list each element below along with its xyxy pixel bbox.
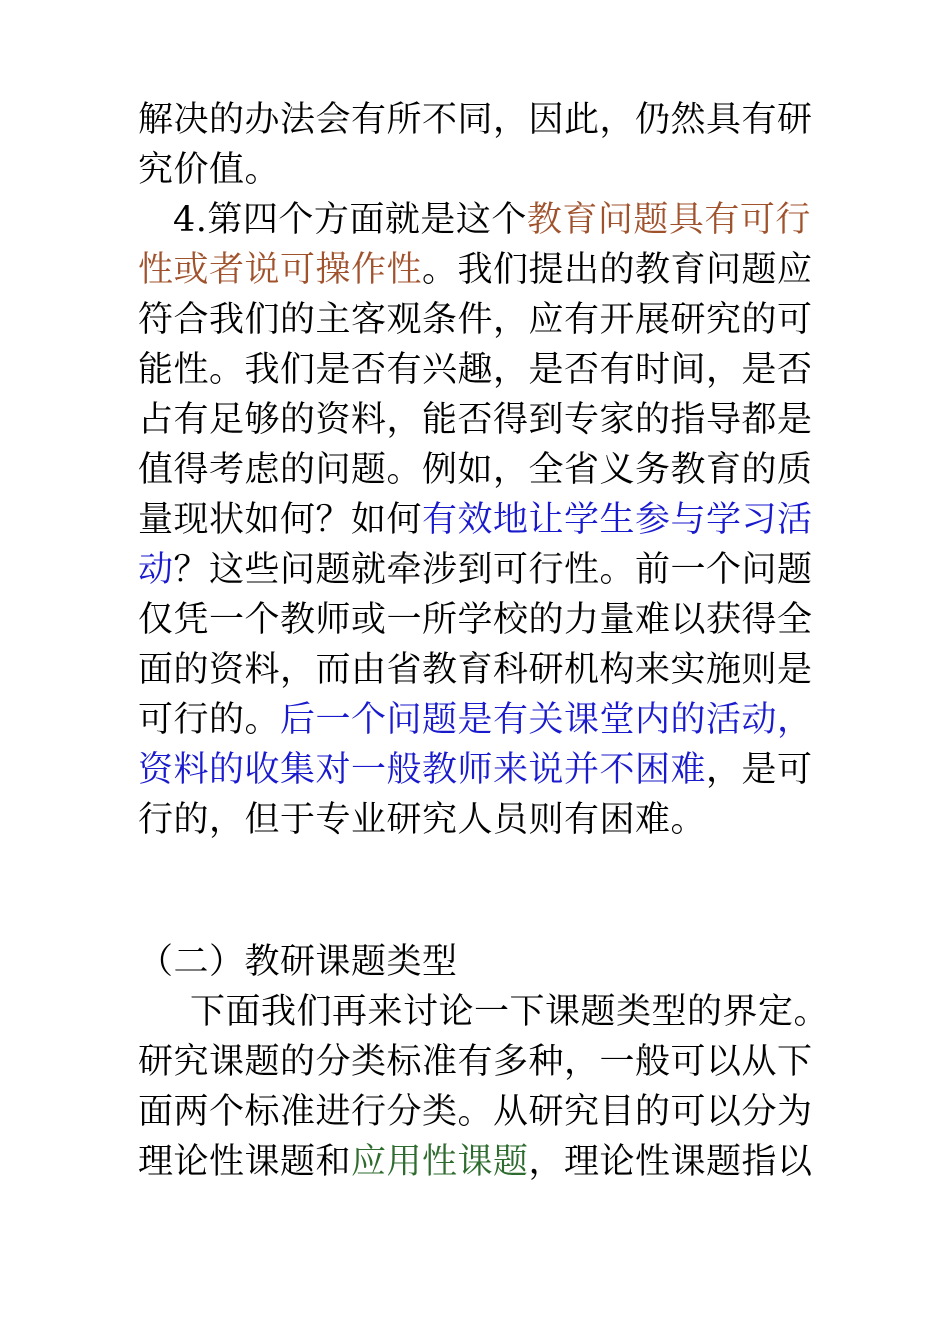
highlighted-text-run: 应用性课题 — [351, 1142, 529, 1182]
text-run: 究价值。 — [138, 150, 281, 190]
text-run: 面的资料，而由省教育科研机构来实施则是 — [138, 650, 813, 690]
paragraph-line — [138, 495, 838, 545]
paragraph-line — [138, 745, 838, 795]
highlighted-text-run: 资料的收集对一般教师来说并不困难 — [138, 750, 707, 790]
paragraph-line — [173, 195, 873, 245]
highlighted-text-run: 性或者说可操作性 — [138, 250, 423, 290]
paragraph-line — [138, 445, 838, 495]
text-run: 可行的。 — [138, 700, 281, 740]
text-run: ？这些问题就牵涉到可行性。前一个问题 — [173, 550, 813, 590]
text-run: 占有足够的资料，能否得到专家的指导都是 — [138, 400, 813, 440]
text-run: 4.第四个方面就是这个 — [173, 200, 527, 240]
text-run: 能性。我们是否有兴趣，是否有时间，是否 — [138, 350, 813, 390]
text-run: 面两个标准进行分类。从研究目的可以分为 — [138, 1092, 813, 1132]
paragraph-line — [190, 987, 890, 1037]
highlighted-text-run: 有效地让学生参与学习活 — [422, 500, 813, 540]
text-run: 解决的办法会有所不同，因此，仍然具有研 — [138, 100, 813, 140]
paragraph-line — [138, 245, 838, 295]
text-run: 符合我们的主客观条件，应有开展研究的可 — [138, 300, 813, 340]
highlighted-text-run: 动 — [138, 550, 174, 590]
paragraph-line — [138, 395, 838, 445]
section-heading: （二）教研课题类型 — [138, 942, 458, 982]
paragraph-line — [138, 645, 838, 695]
text-run: 研究课题的分类标准有多种，一般可以从下 — [138, 1042, 813, 1082]
paragraph-line — [138, 1087, 838, 1137]
paragraph-line — [138, 1137, 838, 1187]
text-run: 下面我们再来讨论一下课题类型的界定。 — [190, 992, 830, 1032]
paragraph-line — [138, 595, 838, 645]
paragraph-line — [138, 345, 838, 395]
paragraph-line — [138, 95, 838, 145]
paragraph-line — [138, 695, 838, 745]
text-run: 仅凭一个教师或一所学校的力量难以获得全 — [138, 600, 813, 640]
text-run: ，是可 — [706, 750, 813, 790]
text-run: 理论性课题和 — [138, 1142, 352, 1182]
text-run: 行的，但于专业研究人员则有困难。 — [138, 800, 707, 840]
paragraph-line — [138, 795, 838, 845]
text-run: 值得考虑的问题。例如，全省义务教育的质 — [138, 450, 813, 490]
paragraph-line — [138, 1037, 838, 1087]
paragraph-line — [138, 145, 838, 195]
highlighted-text-run: 教育问题具有可行 — [526, 200, 811, 240]
text-run: 。我们提出的教育问题应 — [422, 250, 813, 290]
highlighted-text-run: 后一个问题是有关课堂内的活动， — [280, 700, 813, 740]
paragraph-line — [138, 545, 838, 595]
text-run: ，理论性课题指以 — [528, 1142, 813, 1182]
text-run: 量现状如何？如何 — [138, 500, 423, 540]
paragraph-line — [138, 295, 838, 345]
